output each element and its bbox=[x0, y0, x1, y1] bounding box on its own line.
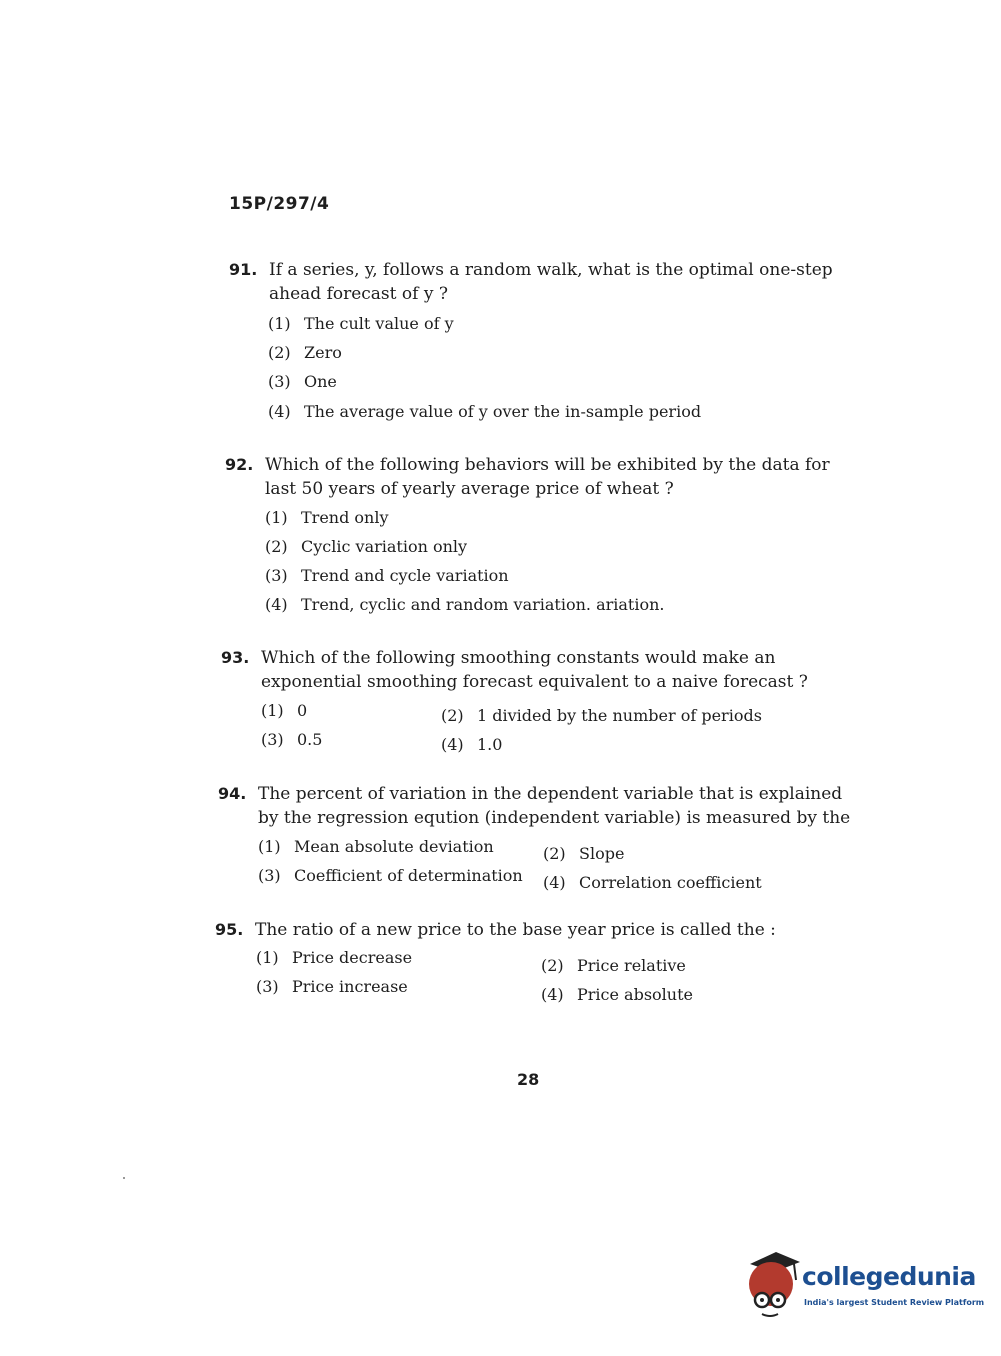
option-text: 1 divided by the number of periods bbox=[477, 706, 762, 725]
option-number: (3) bbox=[258, 866, 281, 885]
option bbox=[441, 706, 762, 725]
scan-speck bbox=[123, 1177, 125, 1179]
question-text: Which of the following behaviors will be exhibited by the data for last 50 years of yearly average price of wheat ? bbox=[265, 455, 830, 499]
option bbox=[258, 837, 494, 856]
question-92 bbox=[225, 453, 865, 501]
option-text: Cyclic variation only bbox=[301, 537, 468, 556]
option-text: 0.5 bbox=[297, 730, 323, 749]
option-number: (3) bbox=[265, 566, 288, 585]
option-number: (1) bbox=[256, 948, 279, 967]
option bbox=[265, 537, 467, 556]
option-text: 1.0 bbox=[477, 735, 503, 754]
option bbox=[261, 701, 307, 720]
question-number: 92. bbox=[225, 455, 254, 474]
option-text: Trend, cyclic and random variation. ariation. bbox=[301, 595, 665, 614]
option bbox=[268, 314, 454, 333]
question-number: 94. bbox=[218, 784, 247, 803]
option bbox=[543, 844, 624, 863]
question-text: If a series, y, follows a random walk, what is the optimal one-step ahead forecast of y ? bbox=[269, 260, 833, 304]
option bbox=[256, 977, 408, 996]
option-number: (2) bbox=[268, 343, 291, 362]
option-number: (2) bbox=[441, 706, 464, 725]
option-number: (1) bbox=[258, 837, 281, 856]
option-number: (3) bbox=[256, 977, 279, 996]
option-number: (4) bbox=[268, 402, 291, 421]
question-95 bbox=[215, 918, 855, 942]
option bbox=[543, 873, 762, 892]
option bbox=[268, 372, 337, 391]
option-number: (2) bbox=[541, 956, 564, 975]
option bbox=[265, 566, 509, 585]
question-94 bbox=[218, 782, 858, 830]
question-text: The ratio of a new price to the base year price is called the : bbox=[255, 920, 776, 940]
option-number: (1) bbox=[268, 314, 291, 333]
option-text: Mean absolute deviation bbox=[294, 837, 494, 856]
option-text: Trend only bbox=[301, 508, 389, 527]
question-number: 91. bbox=[229, 260, 258, 279]
question-91 bbox=[229, 258, 869, 306]
question-text: The percent of variation in the dependent variable that is explained by the regression eqution (independent variable) is measured by the bbox=[258, 784, 851, 828]
option-text: One bbox=[304, 372, 337, 391]
option-number: (2) bbox=[265, 537, 288, 556]
option bbox=[441, 735, 502, 754]
option bbox=[256, 948, 412, 967]
logo-name: collegedunia bbox=[802, 1262, 976, 1291]
logo-tagline: India's largest Student Review Platform bbox=[804, 1298, 985, 1307]
question-text: Which of the following smoothing constants would make an exponential smoothing forecast equivalent to a naive forecast ? bbox=[261, 648, 808, 692]
option bbox=[268, 343, 342, 362]
option bbox=[265, 508, 389, 527]
option bbox=[261, 730, 322, 749]
option bbox=[265, 595, 665, 614]
option-text: Trend and cycle variation bbox=[301, 566, 509, 585]
option-number: (4) bbox=[441, 735, 464, 754]
option-text: Price relative bbox=[577, 956, 686, 975]
option-text: The cult value of y bbox=[304, 314, 454, 333]
option-number: (4) bbox=[265, 595, 288, 614]
option-text: Zero bbox=[304, 343, 342, 362]
option-number: (1) bbox=[265, 508, 288, 527]
question-number: 95. bbox=[215, 920, 244, 939]
question-93 bbox=[221, 646, 861, 694]
paper-code: 15P/297/4 bbox=[229, 194, 330, 214]
option-number: (2) bbox=[543, 844, 566, 863]
option-number: (4) bbox=[543, 873, 566, 892]
collegedunia-logo bbox=[742, 1250, 985, 1320]
option-text: Price absolute bbox=[577, 985, 693, 1004]
option-text: Slope bbox=[579, 844, 625, 863]
option-text: Price increase bbox=[292, 977, 408, 996]
option bbox=[541, 956, 686, 975]
option-text: 0 bbox=[297, 701, 308, 720]
option-number: (3) bbox=[268, 372, 291, 391]
option bbox=[258, 866, 523, 885]
option bbox=[268, 402, 701, 421]
option-number: (3) bbox=[261, 730, 284, 749]
page-number: 28 bbox=[517, 1070, 540, 1089]
option-number: (4) bbox=[541, 985, 564, 1004]
option-text: Price decrease bbox=[292, 948, 413, 967]
option-text: The average value of y over the in-sample period bbox=[304, 402, 702, 421]
option-text: Correlation coefficient bbox=[579, 873, 762, 892]
mascot-icon bbox=[742, 1250, 802, 1320]
option-number: (1) bbox=[261, 701, 284, 720]
option bbox=[541, 985, 693, 1004]
question-number: 93. bbox=[221, 648, 250, 667]
option-text: Coefficient of determination bbox=[294, 866, 523, 885]
